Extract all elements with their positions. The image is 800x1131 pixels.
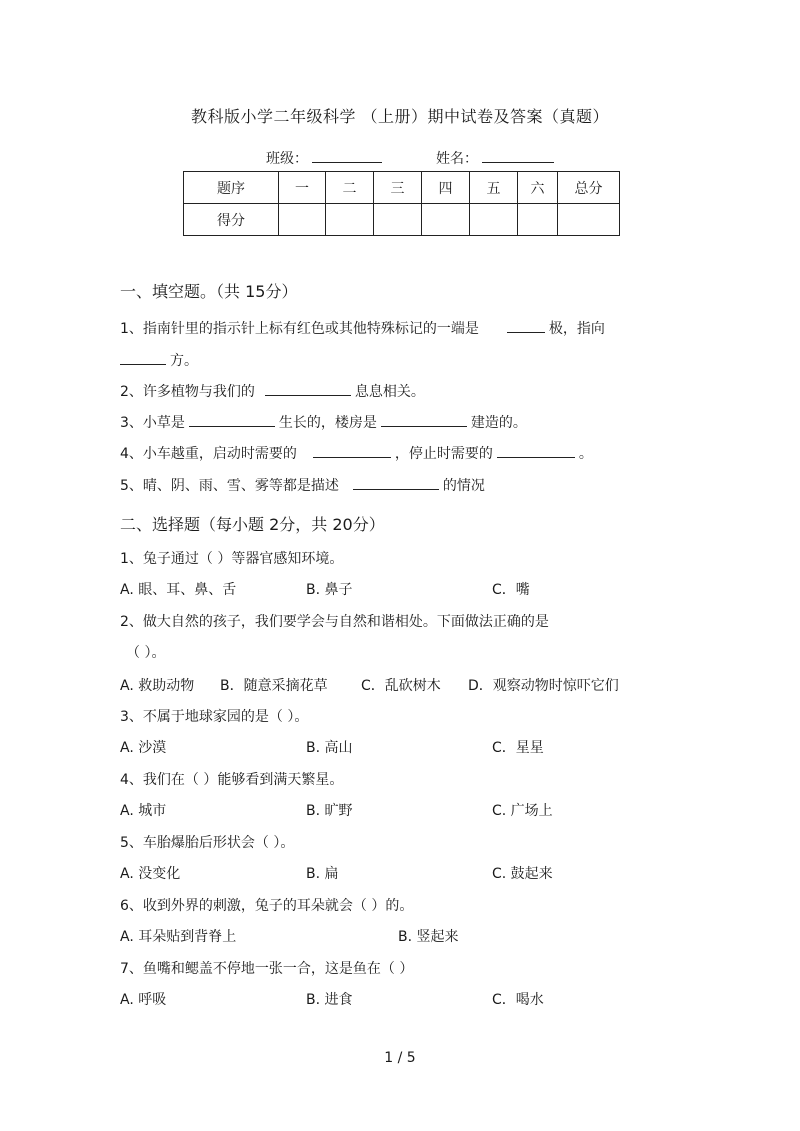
score-cell bbox=[326, 204, 374, 236]
name-blank bbox=[482, 161, 554, 163]
option-b: B. 进食 bbox=[306, 992, 353, 1008]
table-cell: 一 bbox=[279, 172, 326, 204]
section-2-heading: 二、选择题（每小题 2分，共 20分） bbox=[120, 515, 385, 534]
option-a: A. 城市 bbox=[120, 803, 167, 819]
choice-question-6: 6、收到外界的刺激，兔子的耳朵就会（ ）的。 bbox=[120, 898, 414, 914]
question-text: 息息相关。 bbox=[354, 384, 425, 400]
class-label: 班级： bbox=[266, 151, 308, 167]
option-c: C．嘴 bbox=[492, 582, 530, 598]
answer-blank bbox=[353, 488, 439, 490]
question-text: 。 bbox=[578, 446, 593, 462]
option-b: B. 高山 bbox=[306, 740, 353, 756]
score-cell bbox=[470, 204, 518, 236]
fill-question-5 bbox=[120, 475, 485, 495]
table-cell: 三 bbox=[374, 172, 422, 204]
answer-blank bbox=[120, 363, 166, 365]
question-text: 2、许多植物与我们的 bbox=[120, 384, 255, 400]
option-b: B．随意采摘花草 bbox=[220, 678, 328, 694]
table-cell: 总分 bbox=[558, 172, 620, 204]
fill-question-1-cont bbox=[120, 350, 198, 370]
score-table-header-row bbox=[184, 172, 620, 204]
option-a: A. 耳朵贴到背脊上 bbox=[120, 929, 237, 945]
question-text: 1、指南针里的指示针上标有红色或其他特殊标记的一端是 bbox=[120, 321, 479, 337]
choice-question-5: 5、车胎爆胎后形状会（ ）。 bbox=[120, 835, 295, 851]
fill-question-4 bbox=[120, 443, 593, 463]
score-cell bbox=[374, 204, 422, 236]
choice-question-3: 3、不属于地球家园的是（ ）。 bbox=[120, 709, 309, 725]
name-label: 姓名： bbox=[436, 151, 478, 167]
option-a: A. 救助动物 bbox=[120, 678, 195, 694]
table-cell: 六 bbox=[518, 172, 558, 204]
score-table-score-row bbox=[184, 204, 620, 236]
fill-question-2 bbox=[120, 381, 425, 401]
question-text: 极，指向 bbox=[548, 321, 605, 337]
score-cell bbox=[518, 204, 558, 236]
score-cell bbox=[558, 204, 620, 236]
fill-question-3 bbox=[120, 412, 527, 432]
class-blank bbox=[312, 161, 382, 163]
question-text: 建造的。 bbox=[470, 415, 527, 431]
choice-question-1: 1、兔子通过（ ）等器官感知环境。 bbox=[120, 551, 344, 567]
class-field bbox=[266, 148, 386, 168]
choice-question-7: 7、鱼嘴和鳃盖不停地一张一合，这是鱼在（ ） bbox=[120, 961, 414, 977]
option-a: A. 呼吸 bbox=[120, 992, 167, 1008]
section-1-heading: 一、填空题。（共 15分） bbox=[120, 282, 298, 301]
option-c: C．星星 bbox=[492, 740, 544, 756]
question-text: 的情况 bbox=[442, 478, 485, 494]
option-a: A. 没变化 bbox=[120, 866, 181, 882]
table-cell: 得分 bbox=[184, 204, 279, 236]
option-b: B. 扁 bbox=[306, 866, 339, 882]
answer-blank bbox=[189, 425, 275, 427]
choice-question-2: 2、做大自然的孩子，我们要学会与自然和谐相处。下面做法正确的是 bbox=[120, 614, 549, 630]
option-d: D．观察动物时惊吓它们 bbox=[468, 678, 619, 694]
answer-blank bbox=[507, 331, 545, 333]
option-a: A. 眼、耳、鼻、舌 bbox=[120, 582, 237, 598]
option-c: C. 广场上 bbox=[492, 803, 553, 819]
score-table bbox=[183, 171, 620, 236]
option-c: C. 鼓起来 bbox=[492, 866, 553, 882]
question-text: 4、小车越重，启动时需要的 bbox=[120, 446, 297, 462]
table-cell: 四 bbox=[422, 172, 470, 204]
question-text: 3、小草是 bbox=[120, 415, 185, 431]
fill-question-1 bbox=[120, 318, 605, 338]
table-cell: 二 bbox=[326, 172, 374, 204]
question-text: 5、晴、阴、雨、雪、雾等都是描述 bbox=[120, 478, 339, 494]
answer-blank bbox=[381, 425, 467, 427]
question-text: ，停止时需要的 bbox=[394, 446, 493, 462]
score-cell bbox=[279, 204, 326, 236]
answer-blank bbox=[313, 456, 391, 458]
question-text: 方。 bbox=[170, 353, 198, 369]
option-c: C．乱砍树木 bbox=[361, 678, 441, 694]
option-c: C．喝水 bbox=[492, 992, 544, 1008]
question-text: 生长的，楼房是 bbox=[278, 415, 377, 431]
option-b: B. 鼻子 bbox=[306, 582, 353, 598]
table-cell: 五 bbox=[470, 172, 518, 204]
option-a: A. 沙漠 bbox=[120, 740, 167, 756]
page-title: 教科版小学二年级科学 （上册）期中试卷及答案（真题） bbox=[190, 107, 610, 126]
answer-blank bbox=[265, 394, 351, 396]
option-b: B. 竖起来 bbox=[398, 929, 459, 945]
answer-blank bbox=[497, 456, 575, 458]
choice-question-4: 4、我们在（ ）能够看到满天繁星。 bbox=[120, 772, 344, 788]
page-number: 1 / 5 bbox=[384, 1050, 416, 1066]
choice-question-2-paren: （ ）。 bbox=[126, 645, 166, 661]
option-b: B. 旷野 bbox=[306, 803, 353, 819]
name-field bbox=[436, 148, 558, 168]
table-cell: 题序 bbox=[184, 172, 279, 204]
score-cell bbox=[422, 204, 470, 236]
